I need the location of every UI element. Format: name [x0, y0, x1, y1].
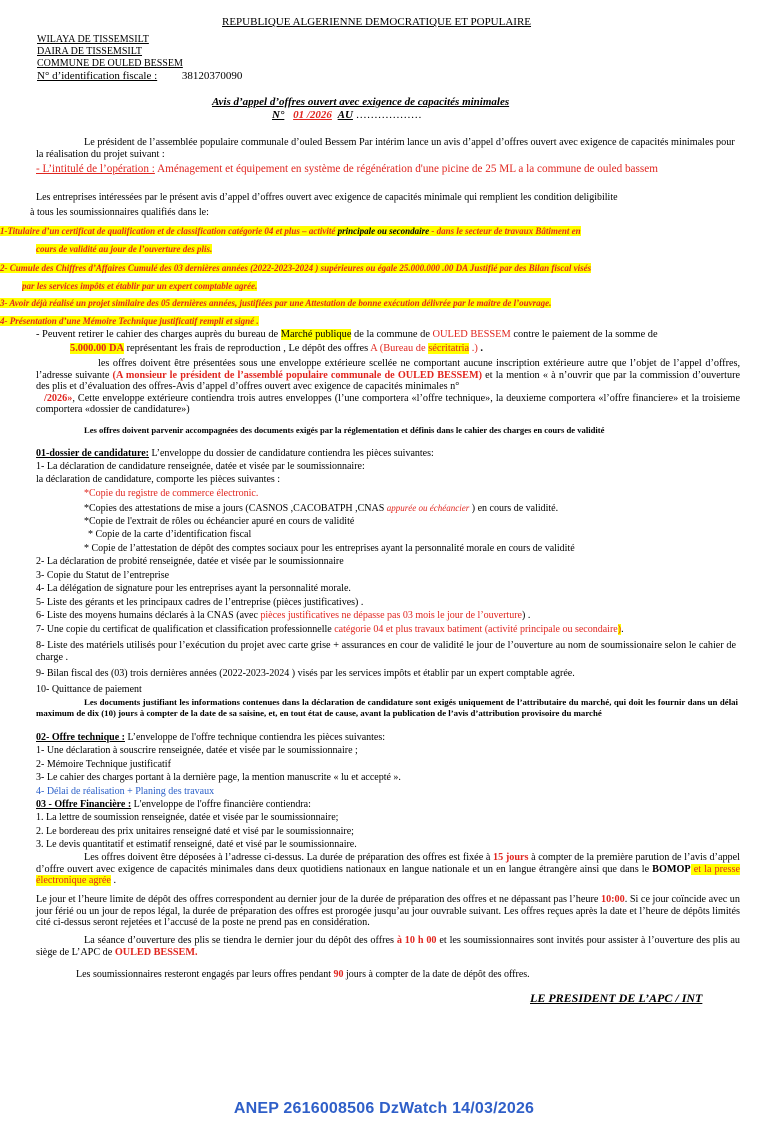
- project-title: [36, 163, 736, 176]
- retrait-j: .): [469, 343, 478, 354]
- number-prefix: N°: [272, 109, 285, 121]
- number-suffix: AU: [337, 109, 353, 121]
- dossier-head-rest: L’enveloppe du dossier de candidature contiendra les pièces suivantes:: [148, 448, 434, 459]
- condition-1: [0, 226, 768, 237]
- depot-paragraph: [36, 358, 740, 416]
- republic-title: REPUBLIQUE ALGERIENNE DEMOCRATIQUE ET POPULAIRE: [222, 16, 532, 28]
- closing-p3c: et les soumissionnaires sont invités pour assister à l’ouverture des plis au siège de L’APC de: [36, 935, 740, 958]
- project-label: - L’intitulé de l’opération :: [36, 163, 155, 175]
- closing-p2a: Le jour et l’heure limite de dépôt des offres correspondent au dernier jour de la durée de préparation des offres et ne dépassant pas l’heure: [36, 894, 601, 905]
- depot-note: Les offres doivent parvenir accompagnées des documents exigés par la réglementation et définis dans le cahier des charges en cours de validité: [84, 425, 605, 435]
- technique-l3: 3- Le cahier des charges portant à la dernière page, la mention manuscrite « lu et accepté ».: [36, 772, 401, 783]
- closing-p3b: à 10 h 00: [396, 935, 437, 946]
- dossier-l9: 9- Bilan fiscal des (03) trois dernières années (2022-2023-2024 ) visés par les services impôts et établir par un expert comptable agrée.: [36, 668, 575, 679]
- closing-p4b: 90: [333, 969, 344, 980]
- condition-1b: principale ou secondaire: [337, 226, 430, 236]
- dossier-s2: [84, 502, 558, 515]
- closing-p4c: jours à compter de la date de dépôt des offres.: [343, 969, 530, 980]
- condition-1-cont: [36, 244, 768, 255]
- closing-p1d: BOMOP: [652, 863, 691, 875]
- condition-1a: 1-Titulaire d’un certificat de qualification et de classification catégorie 04 et plus – activité: [0, 226, 338, 236]
- dossier-l3: 3- Copie du Statut de l’entreprise: [36, 570, 170, 581]
- daira: DAIRA DE TISSEMSILT: [37, 46, 143, 57]
- condition-4: [0, 316, 768, 327]
- condition-1d: cours de validité au jour de l’ouverture des plis.: [36, 244, 213, 254]
- depot-d: /2026»: [44, 392, 73, 404]
- closing-p1b: 15 jours: [493, 852, 529, 863]
- closing-p2b: 10:00: [600, 894, 625, 905]
- closing-p1: [36, 852, 740, 887]
- financiere-head: 03 - Offre Financière :: [36, 799, 132, 810]
- dossier-l7b: catégorie 04 et plus travaux batiment (activité principale ou secondaire: [334, 624, 618, 635]
- technique-head: 02- Offre technique :: [36, 732, 125, 743]
- closing-p3d: OULED BESSEM.: [114, 946, 198, 958]
- closing-p3: [36, 935, 740, 958]
- retrait-a: - Peuvent retirer le cahier des charges auprès du bureau de: [36, 329, 281, 340]
- retrait-h: A (Bureau de: [370, 343, 429, 354]
- dossier-l10: 10- Quittance de paiement: [36, 684, 142, 695]
- dossier-l2: 2- La déclaration de probité renseignée, datée et visée par le soumissionnaire: [36, 556, 344, 567]
- dossier-l7a: 7- Une copie du certificat de qualification et classification professionnelle: [36, 624, 335, 635]
- technique-head-rest: L’enveloppe de l'offre technique contiendra les pièces suivantes:: [124, 732, 386, 743]
- retrait-d: OULED BESSEM: [432, 329, 511, 340]
- condition-2b: par les services impôts et établir par un expert comptable agrée.: [22, 281, 258, 291]
- condition-4-text: 4- Présentation d’une Mémoire Technique justificatif rempli et signé .: [0, 316, 259, 326]
- fiscal-id-value: 38120370090: [181, 70, 243, 82]
- dossier-s2c: ) en cours de validité.: [469, 503, 559, 514]
- dossier-note: Les documents justifiant les informations contenues dans la déclaration de candidature sont exigés uniquement de l’attributaire du marché, qui doit les fournir dans un délai maximum de dix (10) jours à compter de la date de sa saisine, et, en tout état de cause, avant la publication de l’avis d’attribution provisoire du marché: [36, 697, 738, 718]
- dossier-s3: *Copie de l'extrait de rôles ou échéancier apuré en cours de validité: [84, 516, 355, 527]
- technique-l1: 1- Une déclaration à souscrire renseignée, datée et visée par le soumissionnaire ;: [36, 745, 358, 756]
- dossier-s1: *Copie du registre de commerce électronic.: [84, 488, 259, 499]
- eligibility-paragraph-end: à tous les soumissionnaires qualifiés dans le:: [30, 207, 209, 218]
- technique-heading: [36, 732, 385, 744]
- dossier-l4: 4- La délégation de signature pour les entreprises ayant la personnalité morale.: [36, 583, 351, 594]
- project-text: Aménagement et équipement en système de régénération d'une picine de 25 ML a la commune de ouled bassem: [154, 163, 658, 175]
- condition-2: [0, 263, 768, 274]
- closing-p3a: La séance d’ouverture des plis se tiendra le dernier jour du dépôt des offres: [84, 935, 397, 946]
- dossier-s4: * Copie de la carte d’identification fiscal: [88, 529, 252, 540]
- dossier-s2b: appurée ou échéancier: [386, 503, 470, 513]
- closing-p1e: et la presse électronique agrée: [36, 863, 740, 887]
- dossier-head: 01-dossier de candidature:: [36, 448, 149, 459]
- dossier-l8: 8- Liste des matériels utilisés pour l’exécution du projet avec carte grise + assurances en cour de validité le jour de l’ouverture au nom de soumissionaire selon le cahier de charge .: [36, 640, 736, 663]
- depot-c: et la mention « à n’ouvrir que par la commission d’ouverture des plis et d’évaluation des offres-Avis d’appel d’offres ouvert avec exigence de capacités minimales n°: [36, 369, 741, 393]
- financiere-heading: [36, 799, 311, 811]
- retrait-e: contre le paiement de la somme de: [510, 329, 658, 340]
- wilaya: WILAYA DE TISSEMSILT: [37, 34, 149, 45]
- footer-reference: ANEP 2616008506 DzWatch 14/03/2026: [233, 1100, 535, 1117]
- technique-l2: 2- Mémoire Technique justificatif: [36, 759, 171, 770]
- financiere-l3: 3. Le devis quantitatif et estimatif renseigné, daté et visé par le soumissionnaire.: [36, 839, 357, 850]
- dossier-heading: [36, 448, 434, 460]
- condition-3: [0, 298, 768, 309]
- retrait-g: représentant les frais de reproduction , Le dépôt des offres: [123, 343, 371, 354]
- dossier-l1b: la déclaration de candidature, comporte les pièces suivantes :: [36, 474, 281, 485]
- condition-2a: 2- Cumule des Chiffres d’Affaires Cumulé des 03 dernières années (2022-2023-2024 ) supérieures ou égale 25.000.000 .00 DA Justifié par des Bilan fiscal visés: [0, 263, 592, 273]
- retrait-f: 5.000.00 DA: [70, 343, 124, 354]
- condition-1c: - dans le secteur de travaux Bâtiment en: [429, 226, 581, 236]
- retrait-i: sécritatria: [428, 343, 470, 354]
- signature: LE PRESIDENT DE L’APC / INT: [530, 991, 703, 1005]
- notice-number-row: [272, 109, 422, 122]
- fiscal-id-label: N° d’identification fiscale :: [37, 70, 158, 82]
- retrait-k: .: [477, 343, 484, 354]
- closing-p4a: Les soumissionnaires resteront engagés par leurs offres pendant: [76, 969, 334, 980]
- depot-e: , Cette enveloppe extérieure contiendra trois autres enveloppes (l’une comportera «l’offre technique», la deuxieme comportera «l’offre financiere» et la troisieme comportera «dossier de candidature»): [36, 392, 740, 416]
- closing-p1a: Les offres doivent être déposées à l’adresse ci-dessus. La durée de préparation des offres est fixée à: [84, 852, 494, 863]
- closing-p2c: . Si ce jour coïncide avec un jour férié ou un jour de repos légal, la durée de préparation des offres est prorogée jusqu’au jour ouvrable suivant. Les offres reçues après la date et l’heure de dépôts limités cité ci-dessus seront rejetées et l’accusé de la poste ne prend pas en considération.: [36, 894, 740, 929]
- dossier-l6b: pièces justificatives ne dépasse pas 03 mois le jour de l’ouverture: [260, 610, 522, 621]
- dossier-l6c: ) .: [521, 610, 531, 621]
- fiscal-id-row: [37, 70, 242, 83]
- retrait-b: Marché publique: [280, 329, 352, 340]
- condition-3-text: 3- Avoir déjà réalisé un projet similaire des 05 dernières années, justifiées par une Attestation de bonne exécution délivrée par le maître de l’ouvrage.: [0, 298, 552, 308]
- dossier-l7: [36, 624, 624, 636]
- technique-l4: 4- Délai de réalisation + Planing des travaux: [36, 786, 215, 797]
- retrait-c: de la commune de: [351, 329, 433, 340]
- retrait-paragraph: [36, 328, 736, 356]
- closing-p1f: .: [110, 875, 117, 887]
- depot-a: les offres doivent être présentées sous une enveloppe extérieure scellée ne comportant aucune inscription extérieure autre que l’objet de l’appel d’offres, l’adresse suivante: [36, 358, 740, 381]
- depot-b: (A monsieur le président de l’assemblé populaire communale de OULED BESSEM): [112, 369, 482, 381]
- condition-2-cont: [22, 281, 768, 292]
- eligibility-paragraph: Les entreprises intéressées par le présent avis d’appel d’offres ouvert avec exigence de capacités minimale qui remplient les condition deligibilite: [36, 192, 618, 203]
- financiere-head-rest: L'enveloppe de l'offre financière contiendra:: [131, 799, 311, 810]
- dossier-l6: [36, 610, 530, 622]
- commune: COMMUNE DE OULED BESSEM: [37, 58, 183, 69]
- financiere-l1: 1. La lettre de soumission renseignée, datée et visée par le soumissionnaire;: [36, 812, 339, 823]
- intro-paragraph: Le président de l’assemblée populaire communale d’ouled Bessem Par intérim lance un avis d’appel d’offres ouvert avec exigence de capacités minimales pour la réalisation du projet suivant :: [36, 137, 735, 160]
- number-value: 01 /2026: [293, 109, 332, 121]
- financiere-l2: 2. Le bordereau des prix unitaires renseigné daté et visé par le soumissionnaire;: [36, 826, 354, 837]
- dossier-l7d: .: [621, 624, 624, 635]
- dossier-s2a: *Copies des attestations de mise a jours (CASNOS ,CACOBATPH ,CNAS: [84, 503, 387, 514]
- dossier-l6a: 6- Liste des moyens humains déclarés à la CNAS (avec: [36, 610, 261, 621]
- dossier-l1: 1- La déclaration de candidature renseignée, datée et visée par le soumissionnaire:: [36, 461, 365, 472]
- closing-p1c: à compter de la première parution de l’avis d’appel d’offre ouvert avec exigence de capacités minimales dans deux quotidiens nationaux en langue nationale et un en langue étrangère ainsi que dans le: [36, 852, 741, 875]
- notice-title: Avis d’appel d’offres ouvert avec exigence de capacités minimales: [212, 96, 510, 108]
- number-dots: ………………: [352, 109, 422, 121]
- dossier-l5: 5- Liste des gérants et les principaux cadres de l’entreprise (pièces justificatives) .: [36, 597, 364, 608]
- dossier-l7c: ): [617, 624, 622, 635]
- dossier-s5: * Copie de l’attestation de dépôt des comptes sociaux pour les entreprises ayant la personnalité morale en cours de validité: [84, 543, 575, 554]
- closing-p2: [36, 894, 740, 929]
- closing-p4: [76, 969, 530, 981]
